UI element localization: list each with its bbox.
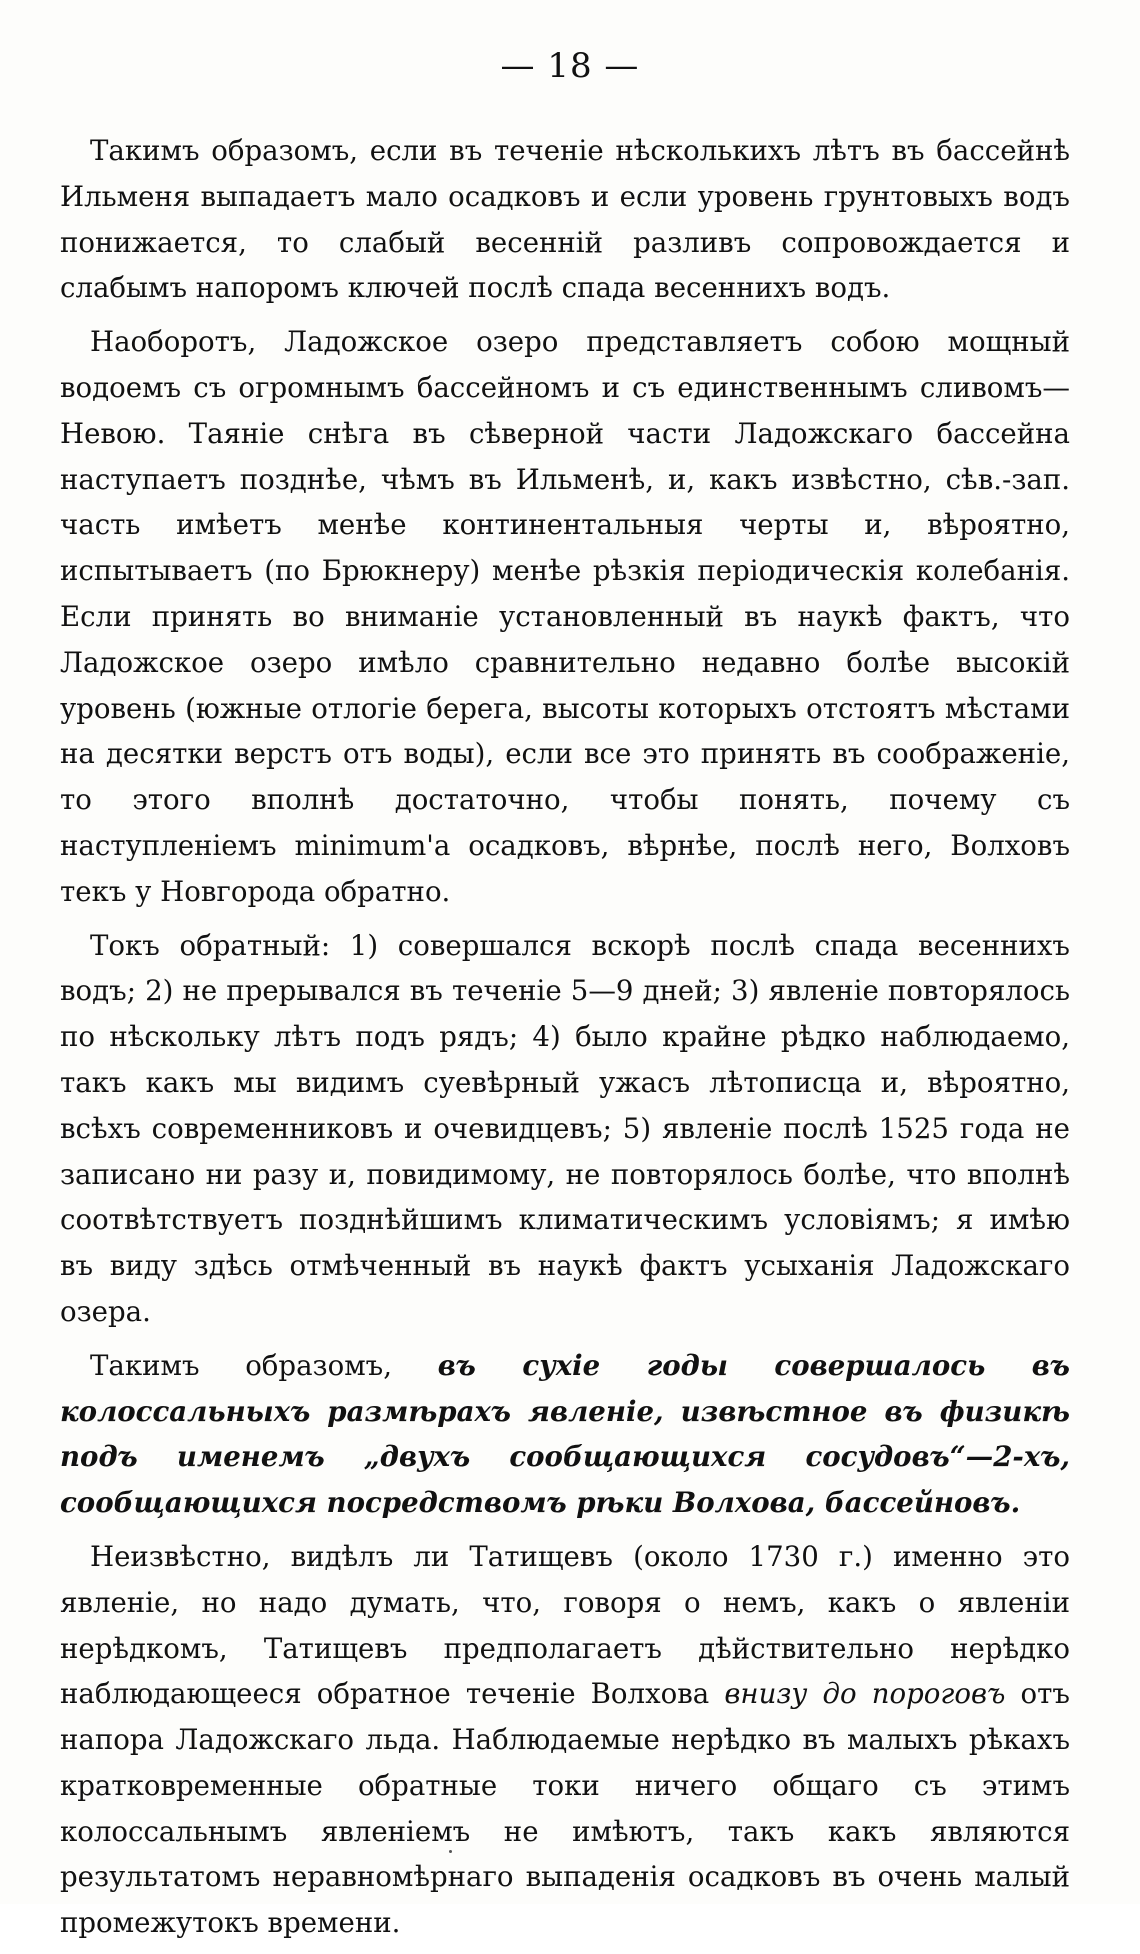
paragraph-5-text-b: отъ напора Ладожскаго льда. Наблюдаемые нерѣдко въ малыхъ рѣкахъ кратковременные обратные токи ничего общаго съ этимъ колоссальнымъ явленіемъ не имѣютъ, такъ какъ являются результатомъ неравномѣрнаго выпаденія осадковъ въ очень малый промежутокъ времени. <box>60 1677 1070 1940</box>
paragraph-5-text-a: Неизвѣстно, видѣлъ ли Татищевъ (около 1730 г.) именно это явленіе, но надо думать, что, говоря о немъ, какъ о явленіи нерѣдкомъ, Татищевъ предполагаетъ дѣйствительно нерѣдко наблюдающееся обратное теченіе Волхова <box>60 1539 1070 1711</box>
paragraph-2 <box>60 319 1070 914</box>
paragraph-3 <box>60 923 1070 1335</box>
page-number: — 18 — <box>500 46 640 86</box>
paragraph-2-text: Наоборотъ, Ладожское озеро представляетъ собою мощный водоемъ съ огромнымъ бассейномъ и съ единственнымъ сливомъ— Невою. Таяніе снѣга въ сѣверной части Ладожскаго бассейна наступаетъ позднѣе, чѣмъ въ Ильменѣ, и, какъ извѣстно, сѣв.-зап. часть имѣетъ менѣе континентальныя черты и, вѣроятно, испытываетъ (по Брюкнеру) менѣе рѣзкія періодическія колебанія. Если принять во вниманіе установленный въ наукѣ фактъ, что Ладожское озеро имѣло сравнительно недавно болѣе высокій уровень (южные отлогіе берега, высоты которыхъ отстоятъ мѣстами на десятки верстъ отъ воды), если все это принять въ соображеніе, то этого вполнѣ достаточно, чтобы понять, почему съ наступленіемъ minimum'а осадковъ, вѣрнѣе, послѣ него, Волховъ текъ у Новгорода обратно. <box>60 325 1070 908</box>
paragraph-1 <box>60 128 1070 311</box>
body-text <box>60 128 1070 1954</box>
print-speck <box>449 1850 452 1853</box>
paragraph-1-text: Такимъ образомъ, если въ теченіе нѣсколькихъ лѣтъ въ бассейнѣ Ильменя выпадаетъ мало осадковъ и если уровень грунтовыхъ водъ понижается, то слабый весенній разливъ сопровождается и слабымъ напоромъ ключей послѣ спада весеннихъ водъ. <box>60 134 1070 305</box>
paragraph-4 <box>60 1343 1070 1526</box>
paragraph-4-text: Такимъ образомъ, <box>90 1348 438 1382</box>
paragraph-4-italic-text: въ сухіе годы совершалось въ колоссальныхъ размѣрахъ явленіе, извѣстное въ физикѣ подъ именемъ „двухъ сообщающихся сосудовъ“—2-хъ, сообщающихся посредствомъ рѣки Волхова, бассейновъ. <box>60 1348 1070 1520</box>
paragraph-5 <box>60 1534 1070 1946</box>
paragraph-3-text: Токъ обратный: 1) совершался вскорѣ послѣ спада весеннихъ водъ; 2) не прерывался въ теченіе 5—9 дней; 3) явленіе повторялось по нѣскольку лѣтъ подъ рядъ; 4) было крайне рѣдко наблюдаемо, такъ какъ мы видимъ суевѣрный ужасъ лѣтописца и, вѣроятно, всѣхъ современниковъ и очевидцевъ; 5) явленіе послѣ 1525 года не записано ни разу и, повидимому, не повторялось болѣе, что вполнѣ соотвѣтствуетъ позднѣйшимъ климатическимъ условіямъ; я имѣю въ виду здѣсь отмѣченный въ наукѣ фактъ усыханія Ладожскаго озера. <box>60 928 1070 1328</box>
paragraph-5-italic-text: внизу до пороговъ <box>724 1677 1006 1711</box>
